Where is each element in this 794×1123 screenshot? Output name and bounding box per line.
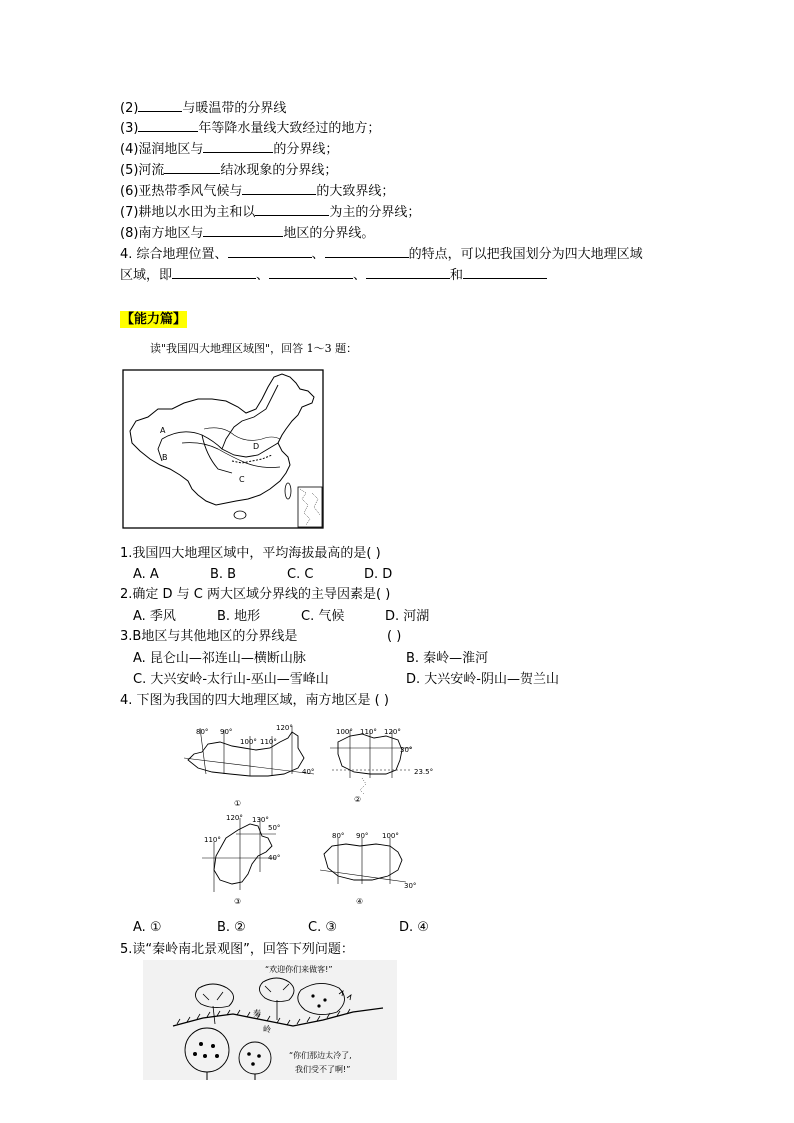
map1-lat-40: 40° bbox=[302, 768, 315, 776]
fill-item-2: (2) 与暖温带的分界线 bbox=[120, 101, 287, 116]
region-label-c: C bbox=[239, 475, 245, 484]
map2-lon-100: 100° bbox=[336, 728, 353, 736]
fill-item-3: (3) 年等降水量线大致经过的地方； bbox=[120, 121, 381, 136]
q1-option-d[interactable]: D. D bbox=[364, 567, 393, 582]
qinling-landscape-illustration bbox=[143, 960, 397, 1080]
question-3-stem: 3.B地区与其他地区的分界线是 bbox=[120, 629, 298, 644]
map4-number: ④ bbox=[356, 897, 364, 906]
question-1-stem: 1.我国四大地理区域中，平均海拔最高的是( ) bbox=[120, 546, 381, 561]
qinling-speech-bottom-1: “你们那边太冷了, bbox=[289, 1051, 352, 1060]
basic-q4-line2: 区域，即 、 、 和 bbox=[120, 266, 547, 284]
map4-lon-90: 90° bbox=[356, 832, 369, 840]
question-2-stem: 2.确定 D 与 C 两大区域分界线的主导因素是( ) bbox=[120, 587, 391, 602]
qinling-speech-top: “欢迎你们来做客!” bbox=[265, 965, 333, 974]
region-map-3 bbox=[196, 812, 316, 908]
map4-lon-80: 80° bbox=[332, 832, 345, 840]
china-regions-map bbox=[122, 369, 324, 529]
region-map-2 bbox=[326, 722, 446, 806]
region-map-4 bbox=[318, 830, 428, 910]
map1-lon-90: 90° bbox=[220, 728, 233, 736]
question-5-stem: 5.读“秦岭南北景观图”，回答下列问题： bbox=[120, 942, 354, 957]
q4-option-c[interactable]: C. ③ bbox=[308, 920, 337, 935]
question-3-paren: ( ) bbox=[387, 629, 402, 644]
map1-lon-100: 100° bbox=[240, 738, 257, 746]
q3-option-b[interactable]: B. 秦岭—淮河 bbox=[406, 651, 489, 666]
map-intro: 读"我国四大地理区域图"，回答 1～3 题： bbox=[150, 342, 358, 355]
q4-option-a[interactable]: A. ① bbox=[133, 920, 162, 935]
map3-number: ③ bbox=[234, 897, 242, 906]
map1-lon-80: 80° bbox=[196, 728, 209, 736]
map1-lon-120: 120° bbox=[276, 724, 293, 732]
map3-lon-120: 120° bbox=[226, 814, 243, 822]
fill-item-6: (6)亚热带季风气候与 的大致界线； bbox=[120, 184, 395, 199]
region-label-a: A bbox=[160, 426, 166, 435]
q1-option-a[interactable]: A. A bbox=[133, 567, 159, 582]
question-4-stem: 4. 下图为我国的四大地理区域，南方地区是 ( ) bbox=[120, 693, 389, 708]
q3-option-d[interactable]: D. 大兴安岭-阴山—贺兰山 bbox=[406, 672, 559, 687]
fill-item-7: (7)耕地以水田为主和以 为主的分界线； bbox=[120, 205, 421, 220]
fill-item-4: (4)湿润地区与 的分界线； bbox=[120, 142, 339, 157]
fill-item-5: (5)河流 结冰现象的分界线； bbox=[120, 163, 338, 178]
q2-option-a[interactable]: A. 季风 bbox=[133, 609, 176, 624]
region-label-b: B bbox=[162, 453, 168, 462]
basic-q4-line1: 4. 综合地理位置、 、 的特点，可以把我国划分为四大地理区域 bbox=[120, 247, 643, 262]
fill-item-8: (8)南方地区与 地区的分界线。 bbox=[120, 226, 375, 241]
map4-lon-100: 100° bbox=[382, 832, 399, 840]
qinling-speech-bottom-2: 我们受不了啊!” bbox=[295, 1065, 351, 1074]
region-map-1 bbox=[180, 718, 320, 810]
map3-lon-130: 130° bbox=[252, 816, 269, 824]
map4-lat-30: 30° bbox=[404, 882, 417, 890]
q3-option-c[interactable]: C. 大兴安岭-太行山-巫山—雪峰山 bbox=[133, 672, 329, 687]
q4-option-d[interactable]: D. ④ bbox=[399, 920, 429, 935]
map2-lat-23: 23.5° bbox=[414, 768, 434, 776]
map3-lat-50: 50° bbox=[268, 824, 281, 832]
map2-number: ② bbox=[354, 795, 362, 804]
q2-option-c[interactable]: C. 气候 bbox=[301, 609, 345, 624]
q2-option-b[interactable]: B. 地形 bbox=[217, 609, 261, 624]
map2-lon-110: 110° bbox=[360, 728, 377, 736]
section-title: 【能力篇】 bbox=[121, 312, 187, 327]
map2-lon-120: 120° bbox=[384, 728, 401, 736]
map2-lat-30: 30° bbox=[400, 746, 413, 754]
q4-option-b[interactable]: B. ② bbox=[217, 920, 246, 935]
qinling-label-qin: 秦 bbox=[253, 1009, 261, 1018]
map3-lat-40: 40° bbox=[268, 854, 281, 862]
map3-lon-110: 110° bbox=[204, 836, 221, 844]
q1-option-b[interactable]: B. B bbox=[210, 567, 237, 582]
qinling-label-ling: 岭 bbox=[263, 1025, 271, 1034]
map1-number: ① bbox=[234, 799, 242, 808]
region-label-d: D bbox=[253, 442, 260, 451]
q2-option-d[interactable]: D. 河湖 bbox=[385, 609, 430, 624]
map1-lon-110: 110° bbox=[260, 738, 277, 746]
q1-option-c[interactable]: C. C bbox=[287, 567, 314, 582]
q3-option-a[interactable]: A. 昆仑山—祁连山—横断山脉 bbox=[133, 651, 306, 666]
